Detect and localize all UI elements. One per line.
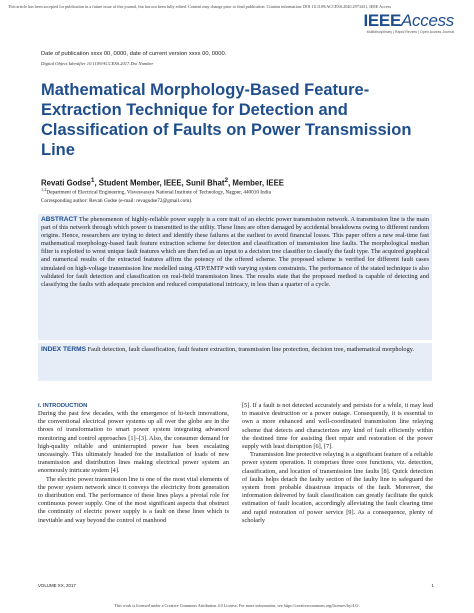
affiliation-text: Department of Electrical Engineering, Visvesvaraya National Institute of Technology, Nagpur, 440010 India xyxy=(46,189,271,196)
author-name: Sunil Bhat xyxy=(185,178,225,188)
author-line xyxy=(41,176,284,188)
footer-page-number: 1 xyxy=(431,583,434,588)
paper-title: Mathematical Morphology-Based Feature-Extraction Technique for Detection and Classification of Faults on Power Transmission Line xyxy=(41,81,412,159)
left-column xyxy=(38,402,229,525)
body-paragraph: During the past few decades, with the emergence of hi-tech innovations, the conventional electrical power systems up all over the globe are in the throes of transformation to smart power system integrating advanced monitoring and control approaches [1]–[3]. Also, the consumer demand for high-quality reliable and uninterrupted power has been escalating unceasingly. This ultimately headed for the installation of loads of new transmission and distribution lines making electrical power system an enormously intricate system [4]. xyxy=(38,410,229,475)
index-terms xyxy=(41,346,429,354)
author-superscript: 1 xyxy=(90,177,95,184)
body-paragraph: [5]. If a fault is not detected accurately and persists for a while, it may lead to massive destruction or a power outage. Consequently, it is essential to own a more enhanced and well-coordinated transmission line relaying scheme that detects and characterizes any kind of fault efficiently within the destined time for assisting fleet repair and restoration of the power supply with least disruption [6], [7]. xyxy=(242,402,433,451)
index-terms-body: Fault detection, fault classification, fault feature extraction, transmission line protection, decision tree, mathematical morphology. xyxy=(87,346,415,353)
doi-line: Digital Object Identifier 10.1109/ACCESS.2017.Doi Number xyxy=(41,61,154,66)
affiliation-superscript: 1,2 xyxy=(41,187,47,192)
section-heading-introduction: I. INTRODUCTION xyxy=(38,403,88,409)
author-name: Revati Godse xyxy=(41,178,91,188)
author-membership: , Member, IEEE xyxy=(228,178,284,188)
logo-tagline: Multidisciplinary | Rapid Review | Open Access Journal xyxy=(366,30,454,34)
body-paragraph: Transmission line protective relaying is a significant feature of a reliable power system operation. It comprises three core functions, viz. detection, classification, and location of transmission line faults [8]. Quick detection of faults helps detach the faulty section of the faulty line to safeguard the system from probable disastrous impacts of the fault. Moreover, the information delivered by fault classification can greatly facilitate the quick estimation of fault location, accordingly alleviating the fault clearing time and rapid restoration of power service [9]. As a consequence, plenty of scholarly xyxy=(242,451,433,524)
logo-ieee-text: IEEE xyxy=(363,11,401,30)
journal-logo xyxy=(363,12,454,35)
logo-access-text: Access xyxy=(401,11,454,30)
body-paragraph: The electric power transmission line is one of the most vital elements of the power system network since it conveys the electricity from generation to distribution end. The performance of these lines plays a pivotal role for continuous power supply. One of the most significant aspects that obstruct the continuity of electric power supply is a fault on these lines which is inevitable and way beyond the control of manhood xyxy=(38,475,229,524)
right-column xyxy=(242,402,433,525)
footer-volume: VOLUME XX, 2017 xyxy=(38,583,76,588)
publication-dates: Date of publication xxxx 00, 0000, date of current version xxxx 00, 0000. xyxy=(41,51,227,57)
abstract-heading: ABSTRACT xyxy=(41,216,78,223)
license-notice: This work is licensed under a Creative Commons Attribution 4.0 License. For more information, see https://creativecommons.org/licenses/by/4.0/. xyxy=(114,603,360,608)
publication-notice: This article has been accepted for publication in a future issue of this journal, but has not been fully edited. Content may change prior to final publication. Citation information: DOI 10.1109/ACCESS.2020.2973431, IEEE Access xyxy=(8,4,392,9)
author-superscript: 2 xyxy=(224,177,229,184)
corresponding-author: Corresponding author: Revati Godse (e-mail: revagodse72@gmail.com). xyxy=(41,198,193,204)
abstract xyxy=(41,216,429,289)
index-terms-heading: INDEX TERMS xyxy=(41,346,87,353)
author-membership: , Student Member, IEEE, xyxy=(94,178,186,188)
abstract-body: The phenomenon of highly-reliable power supply is a core trait of an electric power transmission network. A transmission line is the main part of this network through which power is transmitted to the utility. These lines are often damaged by accidental breakdowns owing to different random origins. Hence, researchers are trying to detect and identify these failures at the earliest to avoid financial losses. This paper offers a new real-time fast mathematical morphology-based fault feature extraction scheme for detection and classification of transmission line faults. The morphological median filter is exploited to wrest unique fault features which are then fed as an input to a decision tree classifier to classify the fault type. The acquired graphical and numerical results of the extracted features affirm the potency of the offered scheme. The proposed scheme is verified for different fault cases simulated on high-voltage transmission line modelled using ATP/EMTP with varying system constraints. The performance of the stated technique is also validated for fault detection and classification on real-field transmission lines. The results state that the proposed method is capable of detecting and classifying the faults with adequate precision and reduced computational intricacy, in less than a quarter of a cycle. xyxy=(41,216,430,288)
affiliation xyxy=(41,187,271,196)
